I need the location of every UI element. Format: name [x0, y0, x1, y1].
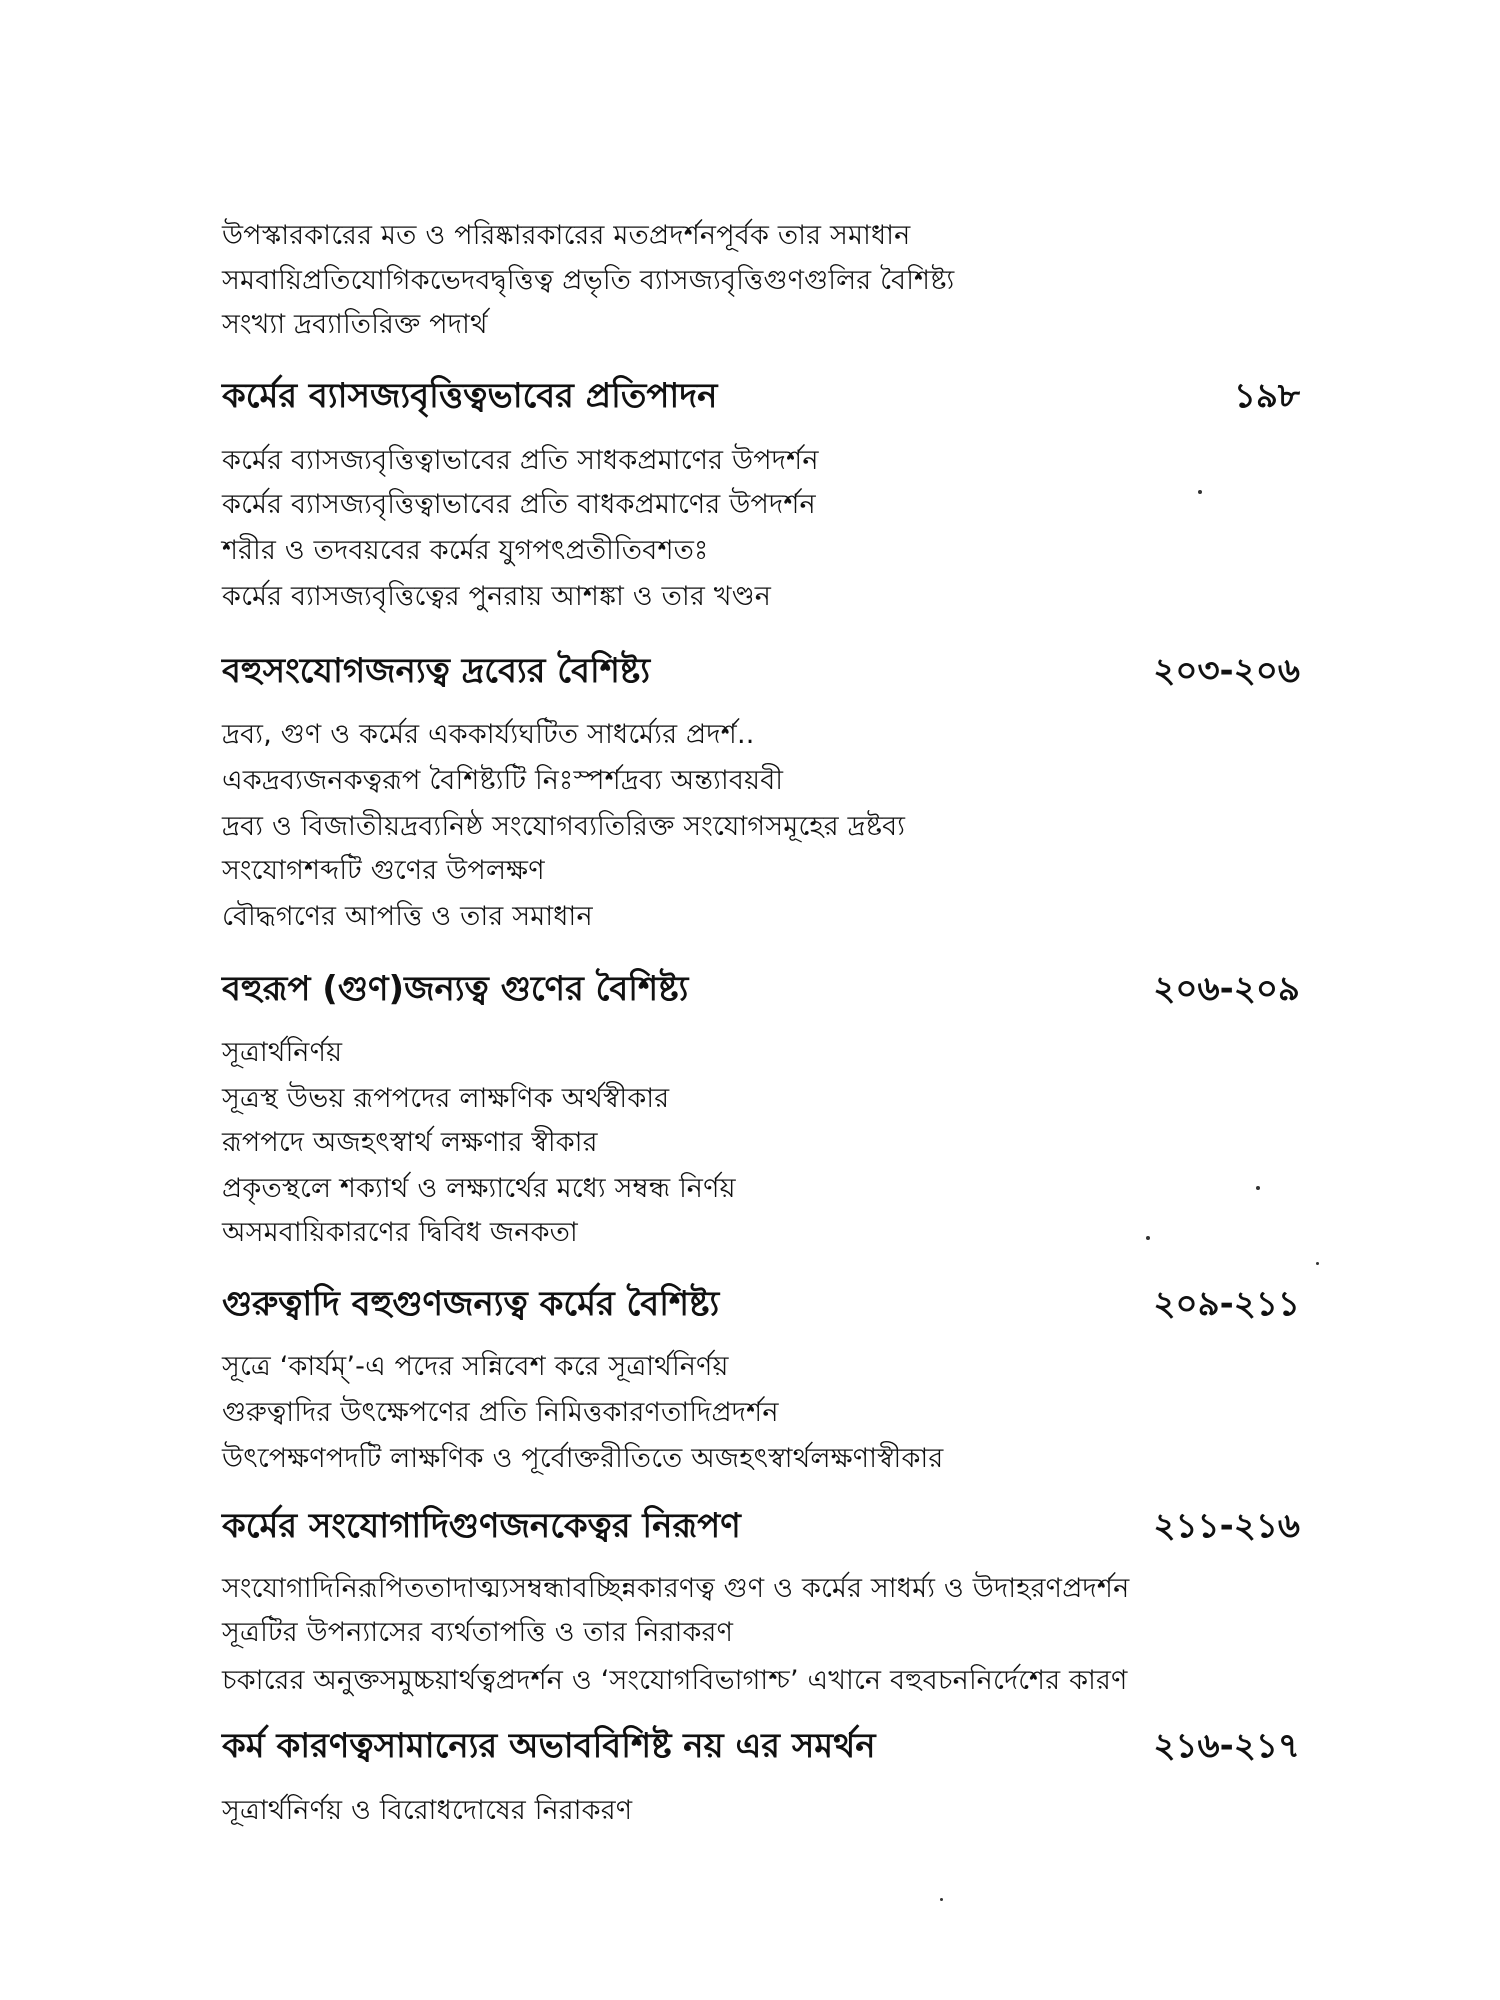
section-item: বৌদ্ধগণের আপত্তি ও তার সমাধান — [222, 901, 593, 932]
section-item: সংযোগাদিনিরূপিততাদাত্ম্যসম্বন্ধাবচ্ছিন্নকারণত্ব গুণ ও কর্মের সাধর্ম্য ও উদাহরণপ্রদর্শন — [222, 1573, 1130, 1604]
section-item: সূত্রার্থনির্ণয় — [222, 1037, 343, 1068]
section-item: সূত্রটির উপন্যাসের ব্যর্থতাপত্তি ও তার নিরাকরণ — [222, 1617, 734, 1648]
section-page-number: ১৯৮ — [1233, 376, 1300, 416]
section-heading: বহুসংযোগজন্যত্ব দ্রব্যের বৈশিষ্ট্য — [222, 651, 651, 691]
scan-speck — [1198, 490, 1202, 494]
intro-line: উপস্কারকারের মত ও পরিষ্কারকারের মতপ্রদর্শনপূর্বক তার সমাধান — [222, 220, 911, 251]
section-heading: কর্মের সংযোগাদিগুণজনকেত্বর নিরূপণ — [222, 1506, 741, 1546]
section-item: অসমবায়িকারণের দ্বিবিধ জনকতা — [222, 1217, 578, 1248]
section-page-number: ২০৯-২১১ — [1153, 1284, 1300, 1324]
section-item: দ্রব্য, গুণ ও কর্মের এককার্য্যঘটিত সাধর্ম্যের প্রদর্শ.. — [222, 719, 755, 750]
section-item: প্রকৃতস্থলে শক্যার্থ ও লক্ষ্যার্থের মধ্যে সম্বন্ধ নির্ণয় — [222, 1173, 736, 1204]
intro-line: সমবায়িপ্রতিযোগিকভেদবদ্বৃত্তিত্ব প্রভৃতি ব্যাসজ্যবৃত্তিগুণগুলির বৈশিষ্ট্য — [222, 265, 955, 296]
section-item: সংযোগশব্দটি গুণের উপলক্ষণ — [222, 855, 545, 886]
section-item: কর্মের ব্যাসজ্যবৃত্তিত্বাভাবের প্রতি বাধকপ্রমাণের উপদর্শন — [222, 489, 816, 520]
section-page-number: ২১১-২১৬ — [1153, 1506, 1300, 1546]
section-item: সূত্রার্থনির্ণয় ও বিরোধদোষের নিরাকরণ — [222, 1795, 633, 1826]
section-item: দ্রব্য ও বিজাতীয়দ্রব্যনিষ্ঠ সংযোগব্যতিরিক্ত সংযোগসমূহের দ্রষ্টব্য — [222, 811, 906, 842]
scan-speck — [1316, 1262, 1319, 1265]
section-item: শরীর ও তদবয়বের কর্মের যুগপৎপ্রতীতিবশতঃ — [222, 535, 709, 566]
section-heading: কর্ম কারণত্বসামান্যের অভাববিশিষ্ট নয় এর সমর্থন — [222, 1726, 876, 1766]
section-page-number: ২০৩-২০৬ — [1153, 651, 1300, 691]
section-page-number: ২০৬-২০৯ — [1153, 969, 1300, 1009]
section-heading: কর্মের ব্যাসজ্যবৃত্তিত্বভাবের প্রতিপাদন — [222, 376, 718, 416]
intro-line: সংখ্যা দ্রব্যাতিরিক্ত পদার্থ — [222, 309, 488, 340]
section-heading: গুরুত্বাদি বহুগুণজন্যত্ব কর্মের বৈশিষ্ট্য — [222, 1284, 720, 1324]
section-item: কর্মের ব্যাসজ্যবৃত্তিত্বের পুনরায় আশঙ্কা ও তার খণ্ডন — [222, 581, 772, 612]
section-item: চকারের অনুক্তসমুচ্চয়ার্থত্বপ্রদর্শন ও ‘সংযোগবিভাগাশ্চ’ এখানে বহুবচননির্দেশের কারণ — [222, 1665, 1128, 1696]
section-item: একদ্রব্যজনকত্বরূপ বৈশিষ্ট্যটি নিঃস্পর্শদ্রব্য অন্ত্যাবয়বী — [222, 765, 784, 796]
section-item: সূত্রস্থ উভয় রূপপদের লাক্ষণিক অর্থস্বীকার — [222, 1083, 670, 1114]
section-item: সূত্রে ‘কার্যম্’-এ পদের সন্নিবেশ করে সূত্রার্থনির্ণয় — [222, 1351, 729, 1382]
scan-speck — [940, 1898, 943, 1901]
section-page-number: ২১৬-২১৭ — [1153, 1726, 1300, 1766]
scan-speck — [1256, 1186, 1260, 1190]
section-item: রূপপদে অজহৎস্বার্থ লক্ষণার স্বীকার — [222, 1127, 598, 1158]
section-item: গুরুত্বাদির উৎক্ষেপণের প্রতি নিমিত্তকারণতাদিপ্রদর্শন — [222, 1397, 779, 1428]
section-item: উৎপেক্ষণপদটি লাক্ষণিক ও পূর্বোক্তরীতিতে অজহৎস্বার্থলক্ষণাস্বীকার — [222, 1443, 944, 1474]
scan-speck — [1146, 1236, 1150, 1240]
section-item: কর্মের ব্যাসজ্যবৃত্তিত্বাভাবের প্রতি সাধকপ্রমাণের উপদর্শন — [222, 445, 819, 476]
section-heading: বহুরূপ (গুণ)জন্যত্ব গুণের বৈশিষ্ট্য — [222, 969, 689, 1009]
